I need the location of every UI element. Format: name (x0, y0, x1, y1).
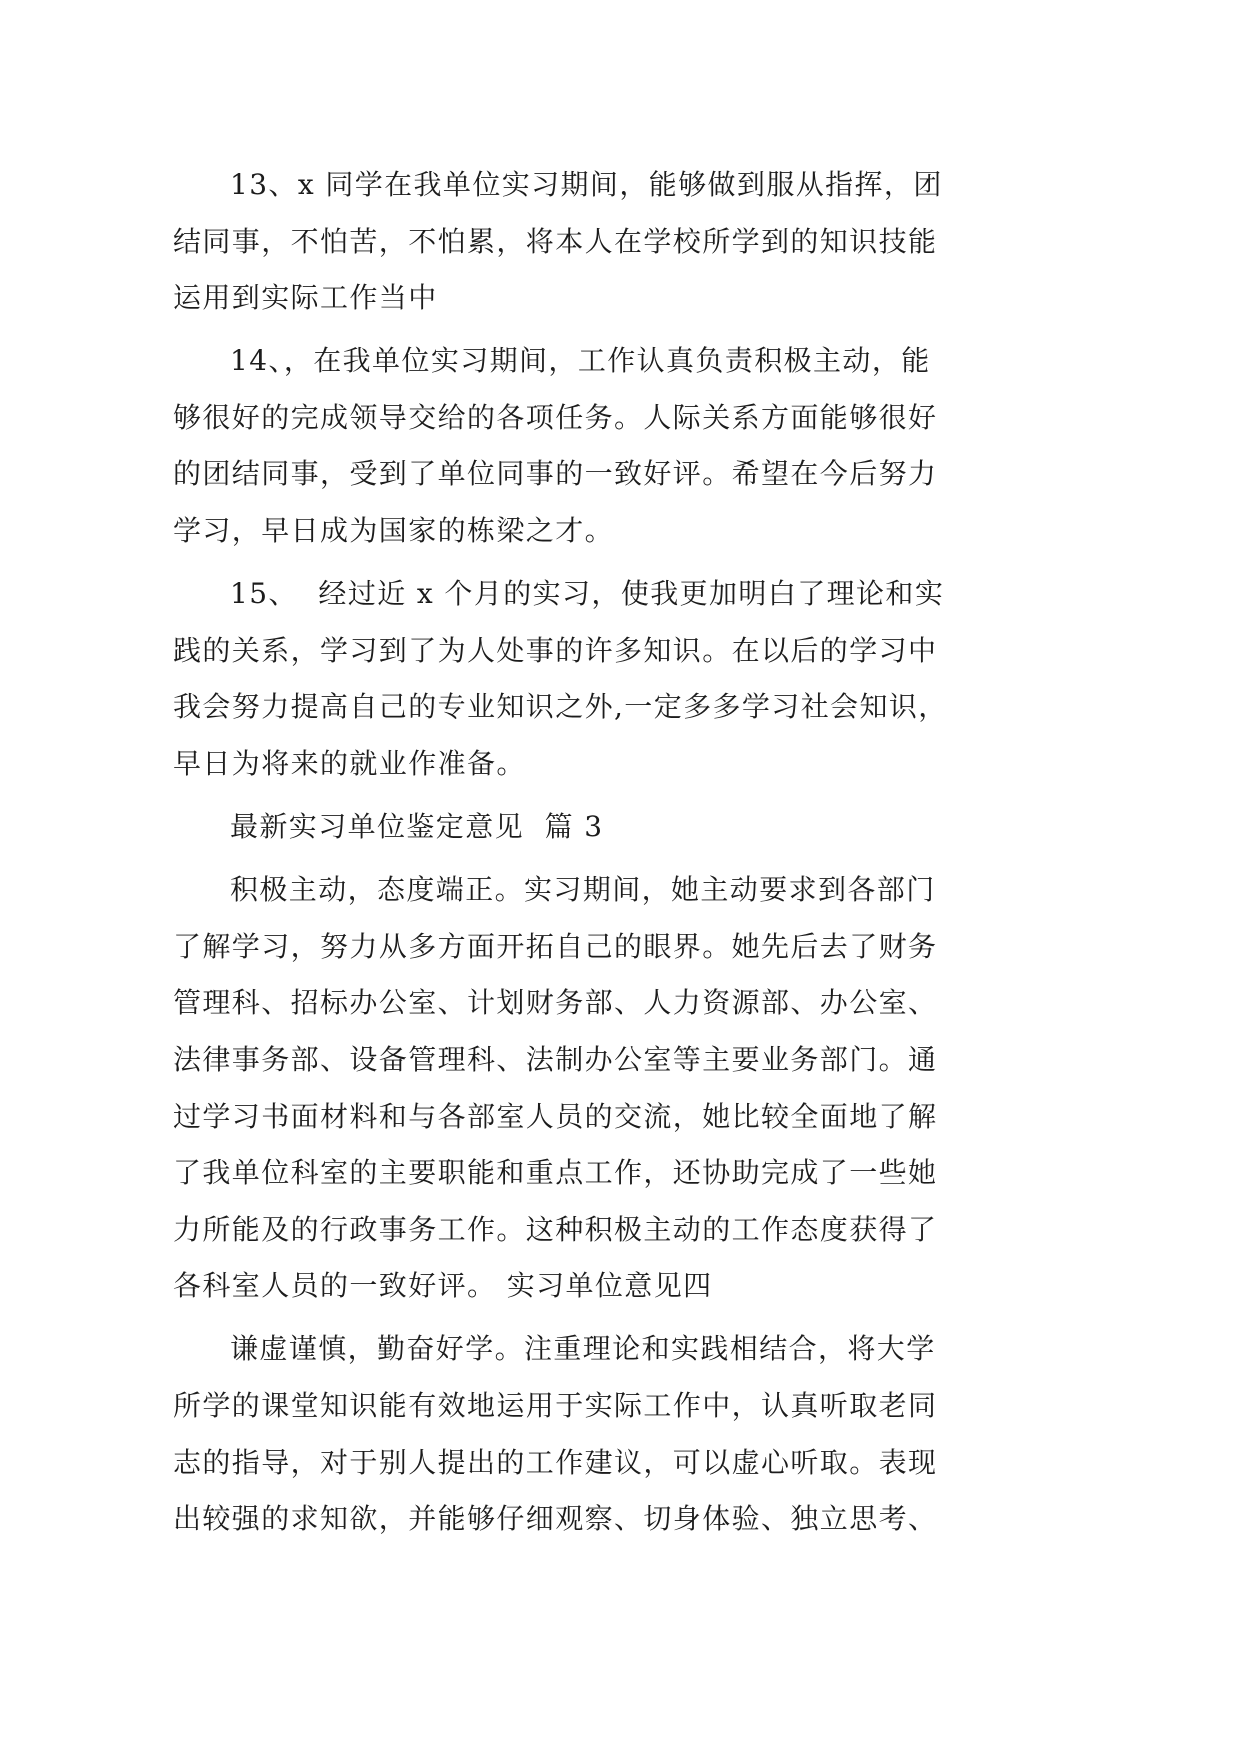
text-line: 过学习书面材料和与各部室人员的交流，她比较全面地了解 (173, 1099, 938, 1133)
paragraph-modest (173, 1321, 993, 1547)
text-line: 谦虚谨慎，勤奋好学。注重理论和实践相结合，将大学 (230, 1332, 936, 1366)
text-line: 出较强的求知欲，并能够仔细观察、切身体验、独立思考、 (173, 1502, 938, 1536)
text-line: 学习，早日成为国家的栋梁之才。 (173, 514, 615, 548)
text-line: 运用到实际工作当中 (173, 281, 438, 315)
text-line: 了解学习，努力从多方面开拓自己的眼界。她先后去了财务 (173, 929, 938, 963)
text-line: 14、，在我单位实习期间，工作认真负责积极主动，能 (230, 344, 931, 378)
text-line: 我会努力提高自己的专业知识之外,一定多多学习社会知识， (173, 690, 948, 724)
section-heading (173, 799, 993, 856)
text-line: 所学的课堂知识能有效地运用于实际工作中，认真听取老同 (173, 1388, 938, 1422)
paragraph-14 (173, 333, 993, 559)
paragraph-13 (173, 157, 993, 327)
text-line: 积极主动，态度端正。实习期间，她主动要求到各部门 (230, 873, 936, 907)
text-line: 13、x 同学在我单位实习期间，能够做到服从指挥，团 (230, 168, 943, 201)
text-line: 力所能及的行政事务工作。这种积极主动的工作态度获得了 (173, 1212, 938, 1246)
text-line: 志的指导，对于别人提出的工作建议，可以虚心听取。表现 (173, 1445, 938, 1479)
document-page (173, 157, 993, 1548)
text-line: 了我单位科室的主要职能和重点工作，还协助完成了一些她 (173, 1156, 938, 1190)
text-line: 结同事，不怕苦，不怕累，将本人在学校所学到的知识技能 (173, 224, 938, 258)
text-line: 的团结同事，受到了单位同事的一致好评。希望在今后努力 (173, 457, 938, 491)
text-line: 法律事务部、设备管理科、法制办公室等主要业务部门。通 (173, 1042, 938, 1076)
text-line: 够很好的完成领导交给的各项任务。人际关系方面能够很好 (173, 400, 938, 434)
paragraph-15 (173, 566, 993, 792)
text-line: 早日为将来的就业作准备。 (173, 746, 526, 780)
text-line: 15、 经过近 x 个月的实习，使我更加明白了理论和实 (230, 577, 945, 611)
section-heading-text: 最新实习单位鉴定意见 篇 3 (230, 810, 604, 844)
text-line: 各科室人员的一致好评。 实习单位意见四 (173, 1269, 713, 1303)
paragraph-active (173, 862, 993, 1315)
text-line: 践的关系，学习到了为人处事的许多知识。在以后的学习中 (173, 633, 938, 667)
text-line: 管理科、招标办公室、计划财务部、人力资源部、办公室、 (173, 986, 938, 1020)
